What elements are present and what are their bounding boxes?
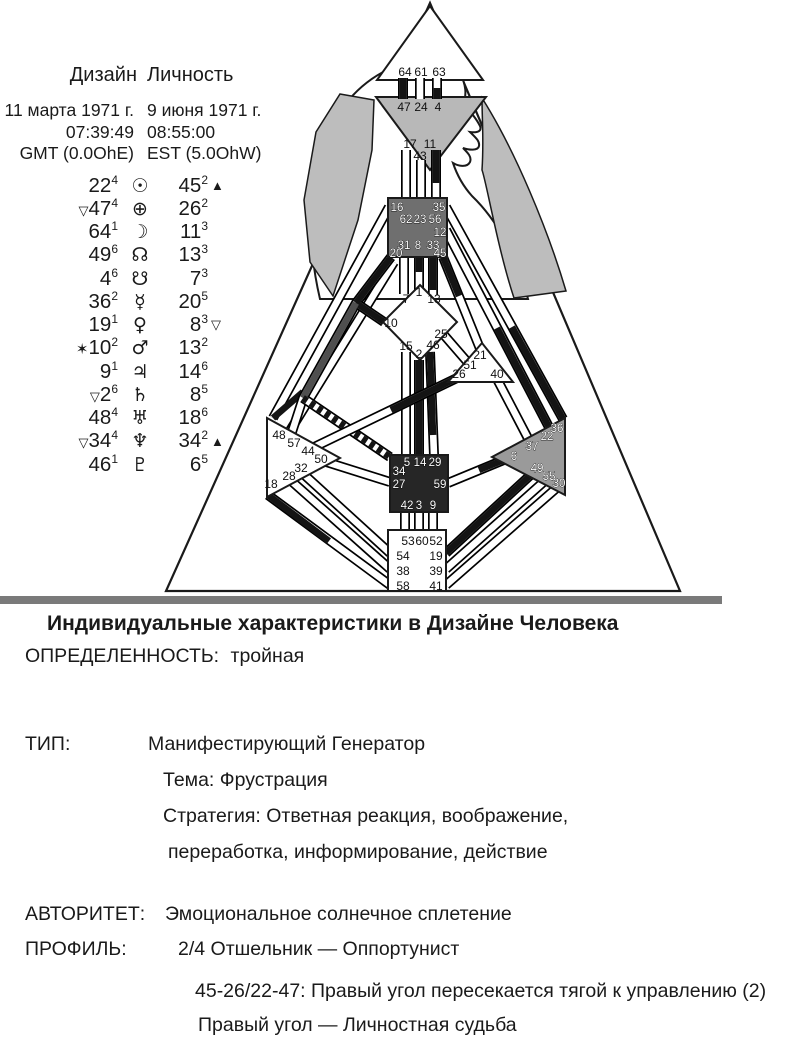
mars-icon: ♂ [131, 337, 149, 360]
saturn-icon: ♄ [131, 383, 149, 406]
svg-text:15: 15 [399, 339, 413, 353]
svg-text:59: 59 [433, 479, 447, 491]
pluto-icon: ♇ [131, 453, 149, 476]
neptune-icon: ♆ [131, 430, 149, 453]
section-divider [0, 596, 722, 604]
svg-text:22: 22 [540, 431, 554, 443]
definition-label: ОПРЕДЕЛЕННОСТЬ: [25, 645, 220, 667]
svg-text:18: 18 [264, 477, 278, 491]
svg-text:1: 1 [415, 285, 423, 299]
svg-text:62: 62 [399, 214, 413, 226]
personality-column-header: Личность [147, 64, 234, 86]
svg-text:19: 19 [429, 549, 443, 563]
planet-row-earth: $▽47^4$ ⊕ $26^2$ [78, 196, 208, 220]
type-strategy-line1: Стратегия: Ответная реакция, воображение, [163, 805, 569, 827]
svg-text:9: 9 [429, 500, 437, 512]
mercury-icon: ☿ [134, 290, 146, 313]
angle-line: Правый угол — Личностная судьба [198, 1014, 517, 1036]
personality-zone: EST (5.0OhW) [147, 143, 262, 163]
planet-row-neptune: $▽34^4$ ♆ $34^2$ ▲ [78, 428, 224, 453]
planet-row-uranus: $48^4$ ♅ $18^6$ [88, 405, 208, 430]
planet-row-mars: $✶10^2$ ♂ $13^2$ [75, 335, 208, 360]
earth-icon: ⊕ [132, 197, 148, 220]
venus-icon: ♀ [133, 314, 147, 337]
svg-text:56: 56 [428, 214, 442, 226]
svg-text:45: 45 [433, 248, 447, 260]
design-column-header: Дизайн [69, 64, 137, 86]
svg-text:51: 51 [463, 358, 477, 372]
svg-text:23: 23 [413, 214, 427, 226]
svg-text:6: 6 [510, 451, 518, 463]
design-birth-data [0, 100, 134, 165]
svg-text:64: 64 [398, 65, 412, 79]
svg-text:63: 63 [432, 65, 446, 79]
svg-text:21: 21 [473, 348, 487, 362]
svg-text:57: 57 [287, 436, 301, 450]
authority-label: АВТОРИТЕТ: [25, 903, 146, 925]
planet-row-pluto: $46^1$ ♇ $6^5$ [88, 451, 208, 476]
profile-value: 2/4 Отшельник — Оппортунист [178, 938, 460, 960]
svg-text:36: 36 [550, 423, 564, 435]
type-label: ТИП: [25, 733, 71, 755]
type-theme: Тема: Фрустрация [163, 769, 328, 791]
svg-text:42: 42 [400, 500, 414, 512]
planet-table [0, 174, 250, 476]
svg-text:12: 12 [433, 227, 447, 239]
svg-text:8: 8 [414, 240, 422, 252]
authority-value: Эмоциональное солнечное сплетение [165, 903, 512, 925]
svg-text:50: 50 [314, 452, 328, 466]
svg-text:7: 7 [402, 292, 410, 306]
personality-time: 08:55:00 [147, 121, 216, 142]
svg-text:58: 58 [396, 579, 410, 593]
svg-text:46: 46 [426, 338, 440, 352]
svg-text:47: 47 [397, 100, 411, 114]
svg-text:27: 27 [392, 479, 406, 491]
south-node-icon: ☋ [131, 267, 149, 290]
planet-row-venus: $19^1$ ♀ $8^3$ ▽ [88, 312, 221, 337]
svg-text:13: 13 [427, 292, 441, 306]
svg-text:53: 53 [401, 534, 415, 548]
svg-text:11: 11 [423, 137, 437, 151]
svg-text:24: 24 [414, 100, 428, 114]
personality-date: 9 июня 1971 г. [147, 100, 262, 120]
north-node-icon: ☊ [131, 244, 149, 267]
report-title: Индивидуальные характеристики в Дизайне Человека [47, 612, 619, 635]
personality-birth-data [147, 100, 287, 165]
svg-text:32: 32 [294, 461, 308, 475]
design-date: 11 марта 1971 г. [4, 100, 134, 120]
design-zone: GMT (0.0OhE) [19, 143, 134, 163]
design-time: 07:39:49 [65, 121, 134, 142]
type-value: Манифестирующий Генератор [148, 733, 426, 755]
svg-text:40: 40 [490, 367, 504, 381]
svg-text:10: 10 [384, 316, 398, 330]
svg-text:37: 37 [525, 441, 539, 453]
jupiter-icon: ♃ [131, 360, 149, 383]
svg-text:20: 20 [389, 248, 403, 260]
svg-text:52: 52 [429, 534, 443, 548]
svg-text:61: 61 [414, 65, 428, 79]
svg-text:16: 16 [390, 202, 404, 214]
sun-icon: ☉ [131, 174, 149, 197]
svg-text:54: 54 [396, 549, 410, 563]
svg-text:3: 3 [415, 500, 423, 512]
svg-text:35: 35 [432, 202, 446, 214]
svg-text:17: 17 [403, 137, 417, 151]
planet-row-south-node: $4^6$ ☋ $7^3$ [99, 265, 208, 290]
svg-text:30: 30 [552, 478, 566, 490]
planet-row-north-node: $49^6$ ☊ $13^3$ [88, 242, 208, 267]
svg-text:49: 49 [530, 463, 544, 475]
svg-text:14: 14 [413, 457, 427, 469]
svg-text:26: 26 [452, 367, 466, 381]
svg-text:48: 48 [272, 428, 286, 442]
svg-text:55: 55 [542, 471, 556, 483]
svg-text:4: 4 [434, 100, 442, 114]
svg-text:2: 2 [415, 347, 423, 361]
svg-text:60: 60 [415, 534, 429, 548]
svg-text:41: 41 [429, 579, 443, 593]
planet-row-sun: $22^4$ ☉ $45^2$ ▲ [88, 172, 224, 197]
planet-row-moon: $64^1$ ☽ $11^3$ [88, 219, 208, 244]
type-strategy-line2: переработка, информирование, действие [168, 841, 548, 863]
svg-text:25: 25 [434, 327, 448, 341]
svg-text:34: 34 [392, 466, 406, 478]
planet-row-mercury: $36^2$ ☿ $20^5$ [88, 289, 208, 313]
svg-text:39: 39 [429, 564, 443, 578]
svg-text:44: 44 [301, 444, 315, 458]
profile-label: ПРОФИЛЬ: [25, 938, 127, 960]
planet-row-jupiter: $9^1$ ♃ $14^6$ [99, 358, 208, 383]
definition-value: тройная [230, 645, 305, 667]
svg-text:38: 38 [396, 564, 410, 578]
planet-row-saturn: $▽2^6$ ♄ $8^5$ [89, 382, 208, 406]
svg-text:5: 5 [403, 457, 411, 469]
head-center [377, 6, 483, 80]
svg-text:31: 31 [397, 240, 411, 252]
svg-text:43: 43 [413, 149, 427, 163]
incarnation-cross-line: 45-26/22-47: Правый угол пересекается тягой к управлению (2) [195, 980, 767, 1002]
svg-text:29: 29 [428, 457, 442, 469]
uranus-icon: ♅ [131, 407, 149, 430]
svg-text:33: 33 [426, 240, 440, 252]
moon-icon: ☽ [131, 221, 149, 244]
svg-text:28: 28 [282, 469, 296, 483]
definition-line [25, 645, 304, 668]
